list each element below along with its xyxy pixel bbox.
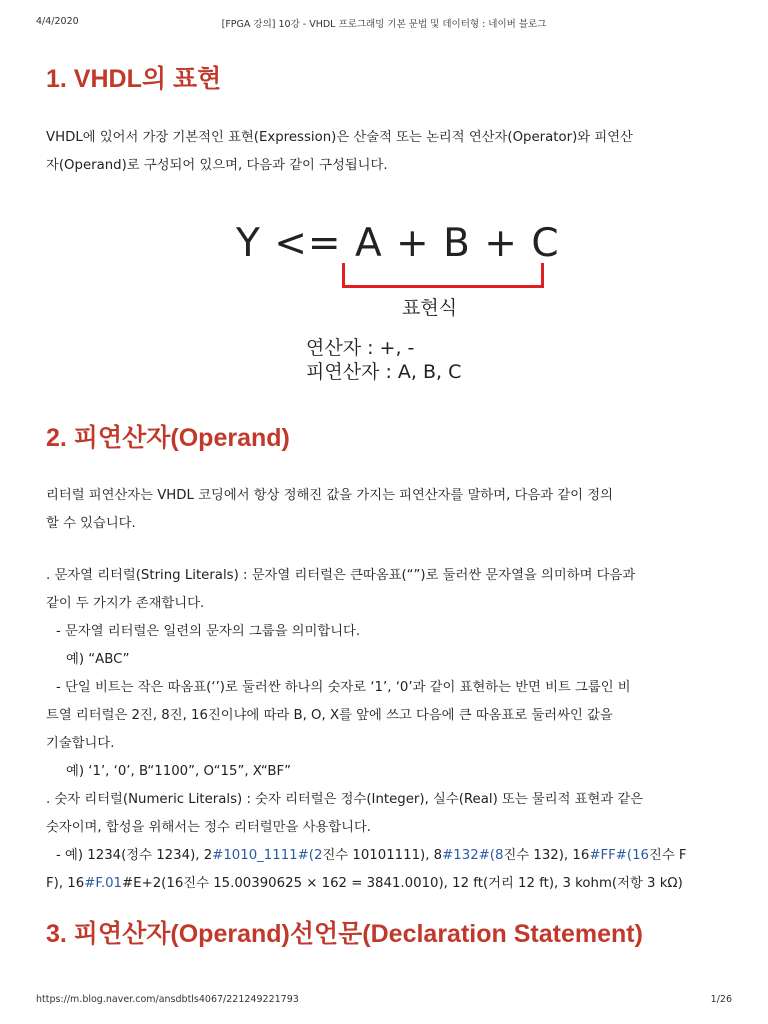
example-text: F), 16 (46, 876, 85, 891)
print-url: https://m.blog.naver.com/ansdbtls4067/221249221793 (36, 994, 299, 1005)
hashtag-link[interactable]: #1010_1111#(2 (212, 848, 323, 863)
operands-text: 피연산자 : A, B, C (306, 361, 462, 383)
operand-intro-line: 할 수 있습니다. (46, 516, 136, 531)
literal-line: 숫자이며, 합성을 위해서는 정수 리터럴만을 사용합니다. (46, 820, 372, 835)
hashtag-link[interactable]: #132#(8 (442, 848, 504, 863)
expression-figure (230, 215, 560, 395)
literal-example: 예) “ABC” (66, 652, 130, 667)
literals-paragraph (46, 562, 726, 898)
literal-line: - 단일 비트는 작은 따옴표(‘’)로 둘러싼 하나의 숫자로 ‘1’, ‘0’과 같이 표현하는 반면 비트 그룹인 비 (56, 680, 631, 695)
intro-line: VHDL에 있어서 가장 기본적인 표현(Expression)은 산술적 또는 논리적 연산자(Operator)와 피연산 (46, 130, 633, 145)
print-date: 4/4/2020 (36, 16, 79, 27)
operand-intro-paragraph (46, 482, 726, 538)
hashtag-link[interactable]: #FF#(16 (589, 848, 649, 863)
literal-line: 트열 리터럴은 2진, 8진, 16진이냐에 따라 B, O, X를 앞에 쓰고 다음에 큰 따옴표로 둘러싸인 값을 (46, 708, 613, 723)
example-text: 진수 F (649, 848, 687, 863)
print-header (36, 16, 732, 30)
example-text: 진수 132), 16 (503, 848, 590, 863)
literal-line: - 문자열 리터럴은 일련의 문자의 그룹을 의미합니다. (56, 624, 361, 639)
operators-text: 연산자 : +, - (306, 337, 415, 359)
hashtag-link[interactable]: #F.01 (84, 876, 123, 891)
section-heading-2: 2. 피연산자(Operand) (46, 424, 290, 452)
literal-line: . 숫자 리터럴(Numeric Literals) : 숫자 리터럴은 정수(Integer), 실수(Real) 또는 물리적 표현과 같은 (46, 792, 644, 807)
example-text: 진수 10101111), 8 (322, 848, 443, 863)
literal-line: 같이 두 가지가 존재합니다. (46, 596, 205, 611)
section-heading-3: 3. 피연산자(Operand)선언문(Declaration Statement) (46, 920, 643, 948)
literal-line: 기술합니다. (46, 736, 115, 751)
expression-label: 표현식 (402, 297, 458, 319)
literal-line: . 문자열 리터럴(String Literals) : 문자열 리터럴은 큰따옴표(“”)로 둘러싼 문자열을 의미하며 다음과 (46, 568, 636, 583)
intro-line: 자(Operand)로 구성되어 있으며, 다음과 같이 구성됩니다. (46, 158, 388, 173)
page-number: 1/26 (710, 994, 732, 1005)
numeric-example-line (46, 842, 726, 870)
print-footer (36, 994, 732, 1008)
example-text: - 예) 1234(정수 1234), 2 (56, 848, 213, 863)
expression-text: Y <= A + B + C (236, 221, 560, 266)
operand-intro-line: 리터럴 피연산자는 VHDL 코딩에서 항상 정해진 값을 가지는 피연산자를 말하며, 다음과 같이 정의 (46, 488, 613, 503)
expression-bracket (342, 263, 544, 288)
section-heading-1: 1. VHDL의 표현 (46, 65, 222, 93)
numeric-example-line (46, 870, 726, 898)
literal-example: 예) ‘1’, ‘0’, B“1100”, O“15”, X“BF” (66, 764, 291, 779)
intro-paragraph (46, 124, 726, 180)
example-text: #E+2(16진수 15.00390625 × 162 = 3841.0010), 12 ft(거리 12 ft), 3 kohm(저항 3 kΩ) (122, 876, 683, 891)
print-title: [FPGA 강의] 10강 - VHDL 프로그래밍 기본 문법 및 데이터형 : 네이버 블로그 (221, 19, 547, 30)
